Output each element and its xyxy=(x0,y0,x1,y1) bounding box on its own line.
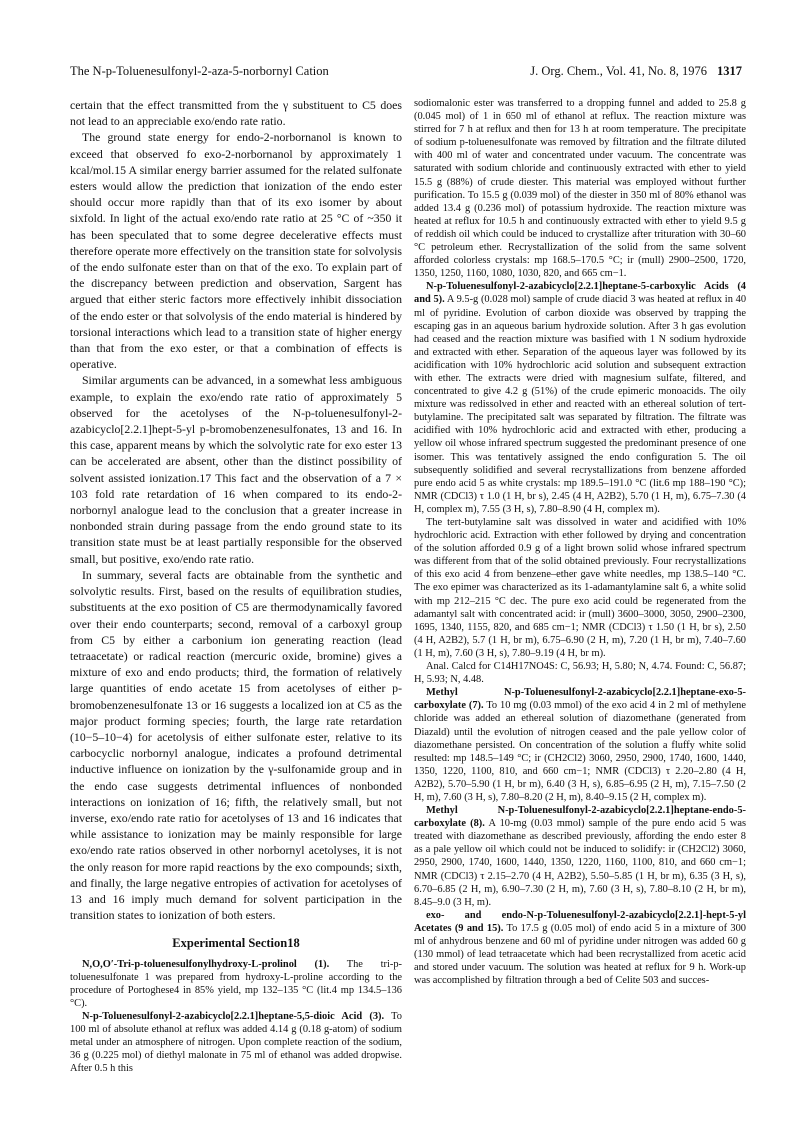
procedure-text: A 10-mg (0.03 mmol) sample of the pure endo acid 5 was treated with diazomethane as described previously, affording the endo ester 8 as a pale yellow oil which could not be induced to solidify: ir (CH2Cl2) 3060, 2950, 2900, 1740, 1600, 1440, 1350, 1220, 1160, 1100, 810, and 660 cm−1; NMR (CDCl3) τ 2.15–2.70 (4 H, A2B2), 5.50–5.85 (1 H, br m), 6.35 (3 H, s), 6.70–6.85 (2 H, m), 6.90–7.30 (2 H, m), 7.60 (3 H, s), 7.80–8.10 (2 H, br m), 8.45–9.0 (3 H, m). xyxy=(414,818,747,908)
experimental-paragraph xyxy=(70,958,402,1010)
experimental-paragraph xyxy=(70,1010,402,1075)
compound-heading: N-p-Toluenesulfonyl-2-azabicyclo[2.2.1]heptane-5,5-dioic Acid (3). xyxy=(82,1010,385,1022)
procedure-text: The tri-p-toluenesulfonate 1 was prepared from hydroxy-L-proline according to the procedure of Portoghese4 in 85% yield, mp 132–135 °C (lit.4 mp 134.5–136 °C). xyxy=(70,958,402,1009)
left-column xyxy=(70,97,402,1075)
procedure-text: sodiomalonic ester was transferred to a dropping funnel and added to 25.8 g (0.045 mol) of 1 in 650 ml of ethanol at reflux. The reaction mixture was stirred for 7 h at reflux and then for 13 h at room temperature. The precipitate of sodium p-toluenesulfonate was removed by filtration and the filtrate diluted with 400 ml of water and concentrated under vacuum. The concentrate was saturated with sodium chloride and continuously extracted with ether to yield 15.5 g (88%) of crude diester. This material was employed without further purification. To 15.5 g (0.039 mol) of the diester in 350 ml of 80% ethanol was added 13.4 g (0.236 mol) of potassium hydroxide. The reaction mixture was heated at reflux for 10.5 h and continuously extracted with ether to yield 9.5 g of reddish oil which could be induced to crystallize after trituration with 30–60 °C petroleum ether. Recrystallization of the solid from the same solvent afforded colorless crystals: mp 168.5–170.5 °C; ir (mull) 2900–2500, 1720, 1350, 1250, 1160, 1080, 1030, 820, and 665 cm−1. xyxy=(414,98,746,280)
experimental-section xyxy=(70,958,402,1076)
paragraph: Similar arguments can be advanced, in a somewhat less ambiguous example, to explain the exo/endo rate ratio of approximately 5 observed for the acetolyses of the N-p-toluenesulfonyl-2-azabicyclo[2.2.1]hept-5-yl p-bromobenzenesulfonates, 13 and 16. In this case, apparent means by which the solvolytic rate for exo ester 13 can be accelerated are absent, other than the distinct possibility of solvent assisted ionization.17 This fact and the observation of a 7 × 103 fold rate retardation of 16 when compared to its endo-2-norbornyl analogue lead to the conclusion that a greater increase in nonbonded strain during passage from the endo ground state to its transition state must be at least partially responsible for the observed small, but positive, exo/endo rate ratio. xyxy=(70,373,402,566)
journal-citation xyxy=(530,64,742,79)
procedure-text: A 9.5-g (0.028 mol) sample of crude diacid 3 was heated at reflux in 40 ml of pyridine. Evolution of carbon dioxide was observed by trapping the escaping gas in an aqueous barium hydroxide solution. After 3 h gas evolution had ceased and the reaction mixture was basified with 1 N sodium hydroxide and extracted with ether. Separation of the aqueous layer was followed by its acidification with 10% hydrochloric acid solution and subsequent extraction with ether. The extracts were dried with magnesium sulfate, filtered, and concentrated to give 4.2 g (51%) of the crude epimeric monoacids. The oily mixture was redissolved in ether and reacted with an ethereal solution of tert-butylamine. The precipitated salt was separated by filtration. The filtrate was acidified with 10% hydrochloric acid and extracted with ether, producing a yellow oil whose infrared spectrum suggested the predominant presence of one isomer. This was tentatively assigned the endo configuration 5. The oil subsequently solidified and several recrystallizations from benzene afforded pure endo acid 5 as white crystals: mp 189.5–191.0 °C (lit.6 mp 188–190 °C); NMR (CDCl3) τ 1.0 (1 H, br s), 2.45 (4 H, A2B2), 5.70 (1 H, m), 6.75–7.30 (4 H, complex m), 7.55 (3 H, s), 7.80–8.90 (4 H, complex m). xyxy=(414,294,747,515)
experimental-paragraph xyxy=(414,516,746,660)
procedure-text: The tert-butylamine salt was dissolved in water and acidified with 10% hydrochloric acid. Extraction with ether followed by drying and concentration of the solution afforded 0.9 g of a light brown solid whose infrared spectrum was different from that of the solid obtained previously. Four recrystallizations of this exo acid 4 from benzene–ether gave white needles, mp 138.5–140 °C. The exo epimer was characterized as its 1-adamantylamine salt 6, a white solid with mp 212–215 °C dec. The pure exo acid could be regenerated from the adamantyl salt with concentrated acid: ir (mull) 3600–3000, 3050, 2900–2300, 1695, 1340, 1155, 820, and 685 cm−1; NMR (CDCl3) τ 1.50 (1 H, br s), 2.50 (4 H, A2B2), 5.7 (1 H, br m), 6.75–6.90 (2 H, m), 7.20 (1 H, br m), 7.40–7.60 (1 H, m), 7.60 (3 H, s), 7.80–9.19 (4 H, br m). xyxy=(414,517,746,659)
compound-heading: N-p-Toluenesulfonyl-2-azabicyclo[2.2.1]heptane-5-carboxylic Acids (4 and 5). xyxy=(414,281,746,306)
paragraph: certain that the effect transmitted from the γ substituent to C5 does not lead to an appreciable exo/endo rate ratio. xyxy=(70,98,402,129)
experimental-paragraph xyxy=(414,280,746,516)
experimental-paragraph xyxy=(414,97,746,280)
experimental-paragraph xyxy=(414,660,746,686)
journal-name: J. Org. Chem., Vol. 41, No. 8, 1976 xyxy=(530,64,707,78)
procedure-text: To 100 ml of absolute ethanol at reflux was added 4.14 g (0.18 g-atom) of sodium metal under an atmosphere of nitrogen. Upon complete reaction of the sodium, 36 g (0.225 mol) of diethyl malonate in 75 ml of ethanol was added dropwise. After 0.5 h this xyxy=(70,1010,402,1075)
section-heading: Experimental Section18 xyxy=(172,936,300,951)
paragraph: In summary, several facts are obtainable from the synthetic and solvolytic results. First, based on the results of equilibration studies, substituents at the exo position of C5 are thermodynamically favored over their endo counterparts; second, removal of a carboxyl group from C5 by either a carbonium ion generating reaction (lead tetraacetate) or radical reaction (mercuric oxide, bromine) gives a mixture of exo and endo products; third, the formation of relatively large quantities of endo acetate 15 from acetolyses of either p-bromobenzenesulfonate 13 or 16 suggests a localized ion at C5 as the major product forming species; fourth, the large rate retardation (10−5–10−4) for acetolysis of either sulfonate ester, relative to its carbocyclic norbornyl analogue, indicates a profound detrimental inductive influence on ionization by the γ-sulfonamide group and in the endo case suggests detrimental influences of nonbonded interactions on ionization of 16; fifth, the relatively small, but not inverse, exo/endo rate ratio for acetolyses of 13 and 16 indicates that while assistance to ionization may be mainly responsible for large exo/endo rate ratios observed in other norbornyl acetolyses, it is not the only reason for more rapid reactions by the exo compounds; sixth, and finally, the large negative entropies of activation for acetolyses of 13 and 16 imply much demand for solvent participation in the transition states to ionization of both esters. xyxy=(70,567,402,923)
experimental-paragraph xyxy=(414,804,746,909)
compound-heading: exo- and endo-N-p-Toluenesulfonyl-2-azabicyclo[2.2.1]-hept-5-yl Acetates (9 and 15). xyxy=(414,909,746,934)
procedure-text: To 17.5 g (0.05 mol) of endo acid 5 in a mixture of 300 ml of anhydrous benzene and 60 ml of pyridine under nitrogen was added 60 g (130 mmol) of lead tetraacetate which had been recrystallized from acetic acid and stored under vacuum. The solution was heated at reflux for 9 h. Work-up was accomplished by filtration through a bed of Celite 503 and succes- xyxy=(414,922,746,987)
page-number: 1317 xyxy=(717,64,742,78)
running-title: The N-p-Toluenesulfonyl-2-aza-5-norbornyl Cation xyxy=(70,64,329,78)
right-column xyxy=(414,97,746,987)
procedure-text: To 10 mg (0.03 mmol) of the exo acid 4 in 2 ml of methylene chloride was added an ethereal solution of diazomethane (generated from Diazald) until the evolution of nitrogen ceased and the pale yellow color of diazomethane persisted. On concentration of the solution a fluffy white solid resulted: mp 148.5–149 °C; ir (CH2Cl2) 3060, 2950, 2900, 1740, 1600, 1440, 1350, 1220, 1100, 810, and 660 cm−1; NMR (CDCl3) τ 2.20–2.80 (4 H, A2B2), 5.70–5.90 (1 H, br m), 6.40 (3 H, s), 6.85–6.95 (2 H, m), 7.15–7.50 (2 H, m), 7.60 (3 H, s), 7.80–8.20 (2 H, m), 8.40–9.15 (2 H, complex m). xyxy=(414,700,746,803)
experimental-paragraph xyxy=(414,686,746,804)
procedure-text: Anal. Calcd for C14H17NO4S: C, 56.93; H, 5.80; N, 4.74. Found: C, 56.87; H, 5.93; N, 4.48. xyxy=(414,661,746,686)
experimental-paragraph xyxy=(414,909,746,988)
compound-heading: Methyl N-p-Toluenesulfonyl-2-azabicyclo[2.2.1]heptane-exo-5-carboxylate (7). xyxy=(414,687,746,712)
compound-heading: N,O,O′-Tri-p-toluenesulfonylhydroxy-L-prolinol (1). xyxy=(82,958,330,970)
page-header xyxy=(70,64,742,84)
paragraph: The ground state energy for endo-2-norbornanol is known to exceed that observed fo exo-2-norbornanol by approximately 1 kcal/mol.15 A similar energy barrier assumed for the related sulfonate esters would allow the prediction that ionization of the endo ester should occur more rapidly than that of its exo isomer by about sixfold. In light of the actual exo/endo rate ratio at 25 °C of ~350 it has been speculated that to some degree decelerative effects must therefore operate more effectively on the transition state for solvolysis of the endo sulfonate ester than on that of the exo. To explain part of the discrepancy between prediction and observation, Sargent has argued that either steric factors more effectively inhibit dissociation of the endo ester or that solvolysis of the endo material is hindered by torsional interactions which lead to a transition state of higher energy than that from the exo ester, or that a combination of effects is operative. xyxy=(70,130,402,372)
compound-heading: Methyl N-p-Toluenesulfonyl-2-azabicyclo[2.2.1]heptane-endo-5-carboxylate (8). xyxy=(414,805,746,830)
